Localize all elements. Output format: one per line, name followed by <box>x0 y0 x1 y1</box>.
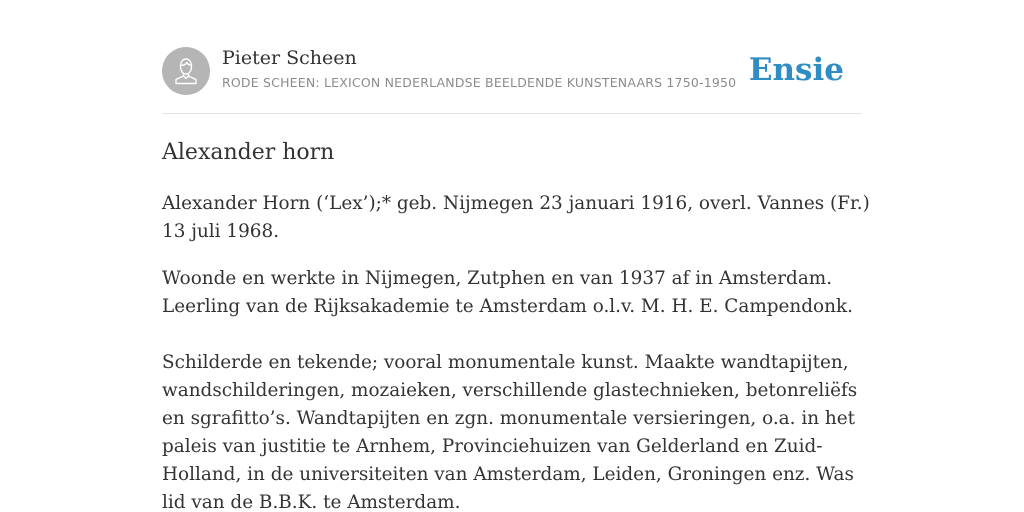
article-header <box>162 46 862 96</box>
article-body <box>162 190 872 512</box>
source-title[interactable]: RODE SCHEEN: LEXICON NEDERLANDSE BEELDENDE KUNSTENAARS 1750-1950 <box>222 75 737 90</box>
header-divider <box>162 113 862 114</box>
paragraph-work: Schilderde en tekende; vooral monumentale kunst. Maakte wandtapijten, wandschilderingen, mozaieken, verschillende glastechnieken, betonreliëfs en sgrafitto’s. Wandtapijten en zgn. monumentale versieringen, o.a. in het paleis van justitie te Arnhem, Provinciehuizen van Gelderland en Zuid-Holland, in de universiteiten van Amsterdam, Leiden, Groningen enz. Was lid van de B.B.K. te Amsterdam. <box>162 352 858 512</box>
user-icon <box>162 47 210 95</box>
paragraph-education: Woonde en werkte in Nijmegen, Zutphen en van 1937 af in Amsterdam. Leerling van de Rijksakademie te Amsterdam o.l.v. M. H. E. Campendonk. <box>162 268 853 317</box>
article-title: Alexander horn <box>162 140 335 165</box>
author-avatar[interactable] <box>162 47 210 95</box>
paragraph-biography: Alexander Horn (‘Lex’);* geb. Nijmegen 23 januari 1916, overl. Vannes (Fr.) 13 juli 1968. <box>162 193 870 242</box>
author-name[interactable]: Pieter Scheen <box>222 47 357 69</box>
ensie-logo[interactable]: Ensie <box>748 52 844 88</box>
